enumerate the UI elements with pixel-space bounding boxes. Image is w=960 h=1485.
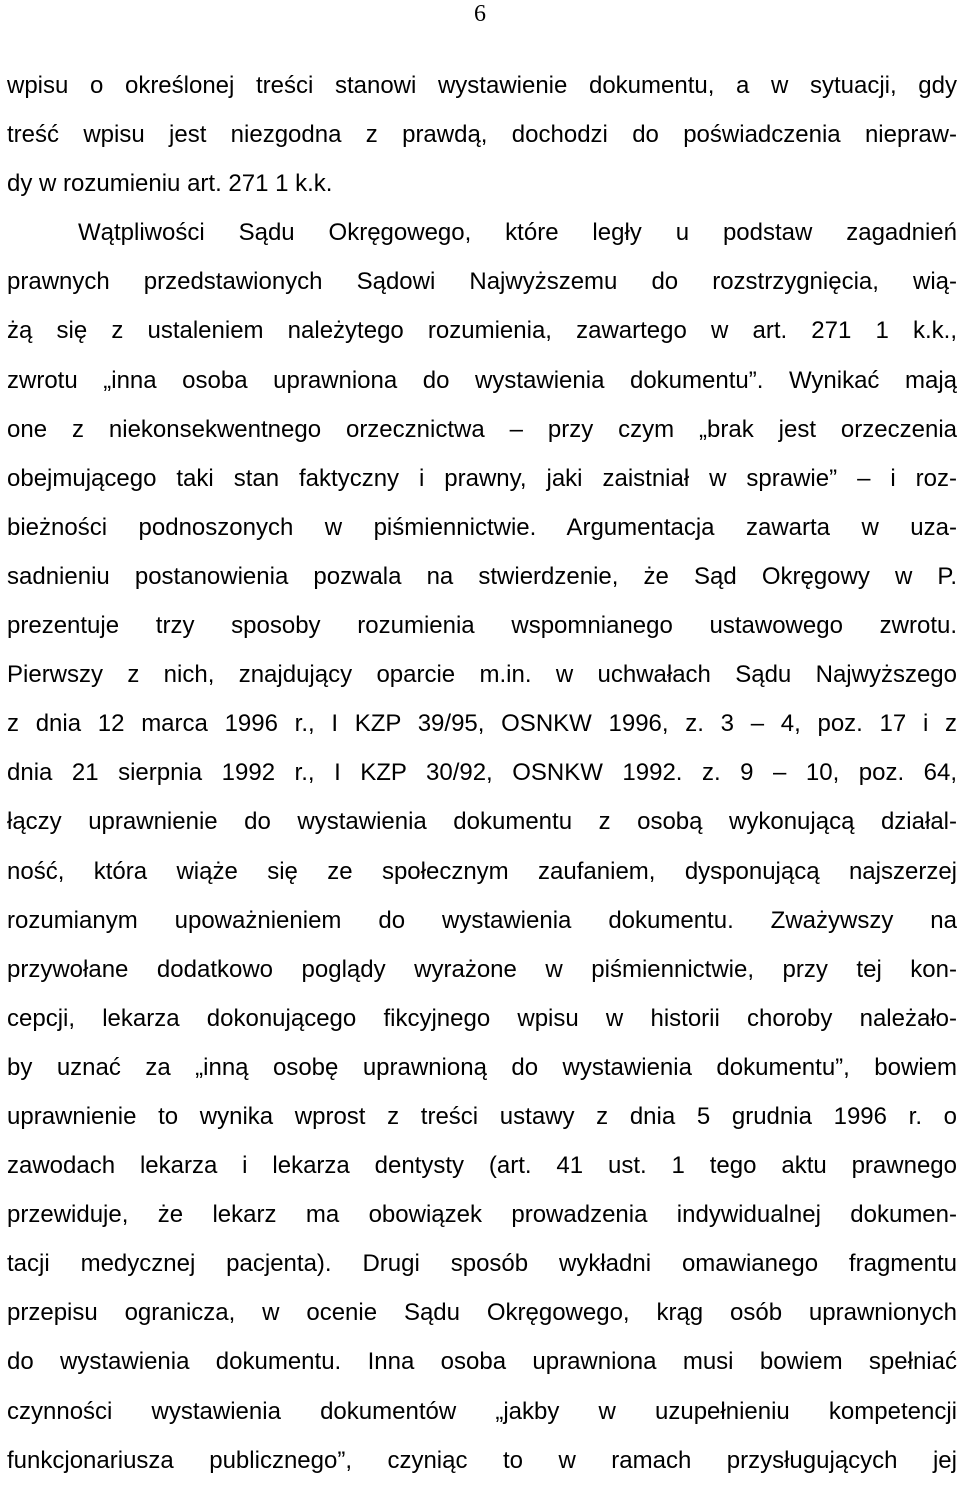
text-line: przepisu ogranicza, w ocenie Sądu Okręgowego, krąg osób uprawnionych [7,1299,957,1327]
text-line: prezentuje trzy sposoby rozumienia wspomnianego ustawowego zwrotu. [7,612,957,640]
text-line: do wystawienia dokumentu. Inna osoba uprawniona musi bowiem spełniać [7,1348,957,1376]
text-line: dy w rozumieniu art. 271 1 k.k. [7,170,333,198]
text-line: cepcji, lekarza dokonującego fikcyjnego wpisu w historii choroby należało- [7,1004,957,1032]
text-line: uprawnienie to wynika wprost z treści ustawy z dnia 5 grudnia 1996 r. o [7,1102,957,1130]
text-line: zwrotu „inna osoba uprawniona do wystawienia dokumentu”. Wynikać mają [7,366,957,394]
text-line: Pierwszy z nich, znajdujący oparcie m.in. w uchwałach Sądu Najwyższego [7,661,957,689]
text-line: z dnia 12 marca 1996 r., I KZP 39/95, OSNKW 1996, z. 3 – 4, poz. 17 i z [7,710,957,738]
text-line: czynności wystawienia dokumentów „jakby w uzupełnieniu kompetencji [7,1397,957,1425]
text-line: ność, która wiąże się ze społecznym zaufaniem, dysponującą najszerzej [7,857,957,885]
text-line: one z niekonsekwentnego orzecznictwa – przy czym „brak jest orzeczenia [7,415,957,443]
text-line: przywołane dodatkowo poglądy wyrażone w piśmiennictwie, przy tej kon- [7,955,957,983]
text-line: funkcjonariusza publicznego”, czyniąc to w ramach przysługujących jej [7,1446,957,1474]
text-line: sadnieniu postanowienia pozwala na stwierdzenie, że Sąd Okręgowy w P. [7,562,957,590]
page-number: 6 [474,1,486,27]
text-line: Wątpliwości Sądu Okręgowego, które legły u podstaw zagadnień [78,219,957,247]
text-line: żą się z ustaleniem należytego rozumienia, zawartego w art. 271 1 k.k., [7,317,957,345]
text-line: przewiduje, że lekarz ma obowiązek prowadzenia indywidualnej dokumen- [7,1201,957,1229]
text-line: zawodach lekarza i lekarza dentysty (art. 41 ust. 1 tego aktu prawnego [7,1152,957,1180]
text-line: treść wpisu jest niezgodna z prawdą, dochodzi do poświadczenia niepraw- [7,121,957,149]
text-line: prawnych przedstawionych Sądowi Najwyższemu do rozstrzygnięcia, wią- [7,268,957,296]
text-line: łączy uprawnienie do wystawienia dokumentu z osobą wykonującą działal- [7,808,957,836]
text-line: tacji medycznej pacjenta). Drugi sposób wykładni omawianego fragmentu [7,1250,957,1278]
text-line: dnia 21 sierpnia 1992 r., I KZP 30/92, OSNKW 1992. z. 9 – 10, poz. 64, [7,759,957,787]
text-line: wpisu o określonej treści stanowi wystawienie dokumentu, a w sytuacji, gdy [7,72,957,99]
text-line: by uznać za „inną osobę uprawnioną do wystawienia dokumentu”, bowiem [7,1053,957,1081]
document-body [7,61,957,1485]
text-line: rozumianym upoważnieniem do wystawienia dokumentu. Zważywszy na [7,906,957,934]
text-line: bieżności podnoszonych w piśmiennictwie. Argumentacja zawarta w uza- [7,513,957,541]
text-line: obejmującego taki stan faktyczny i prawny, jaki zaistniał w sprawie” – i roz- [7,464,957,492]
